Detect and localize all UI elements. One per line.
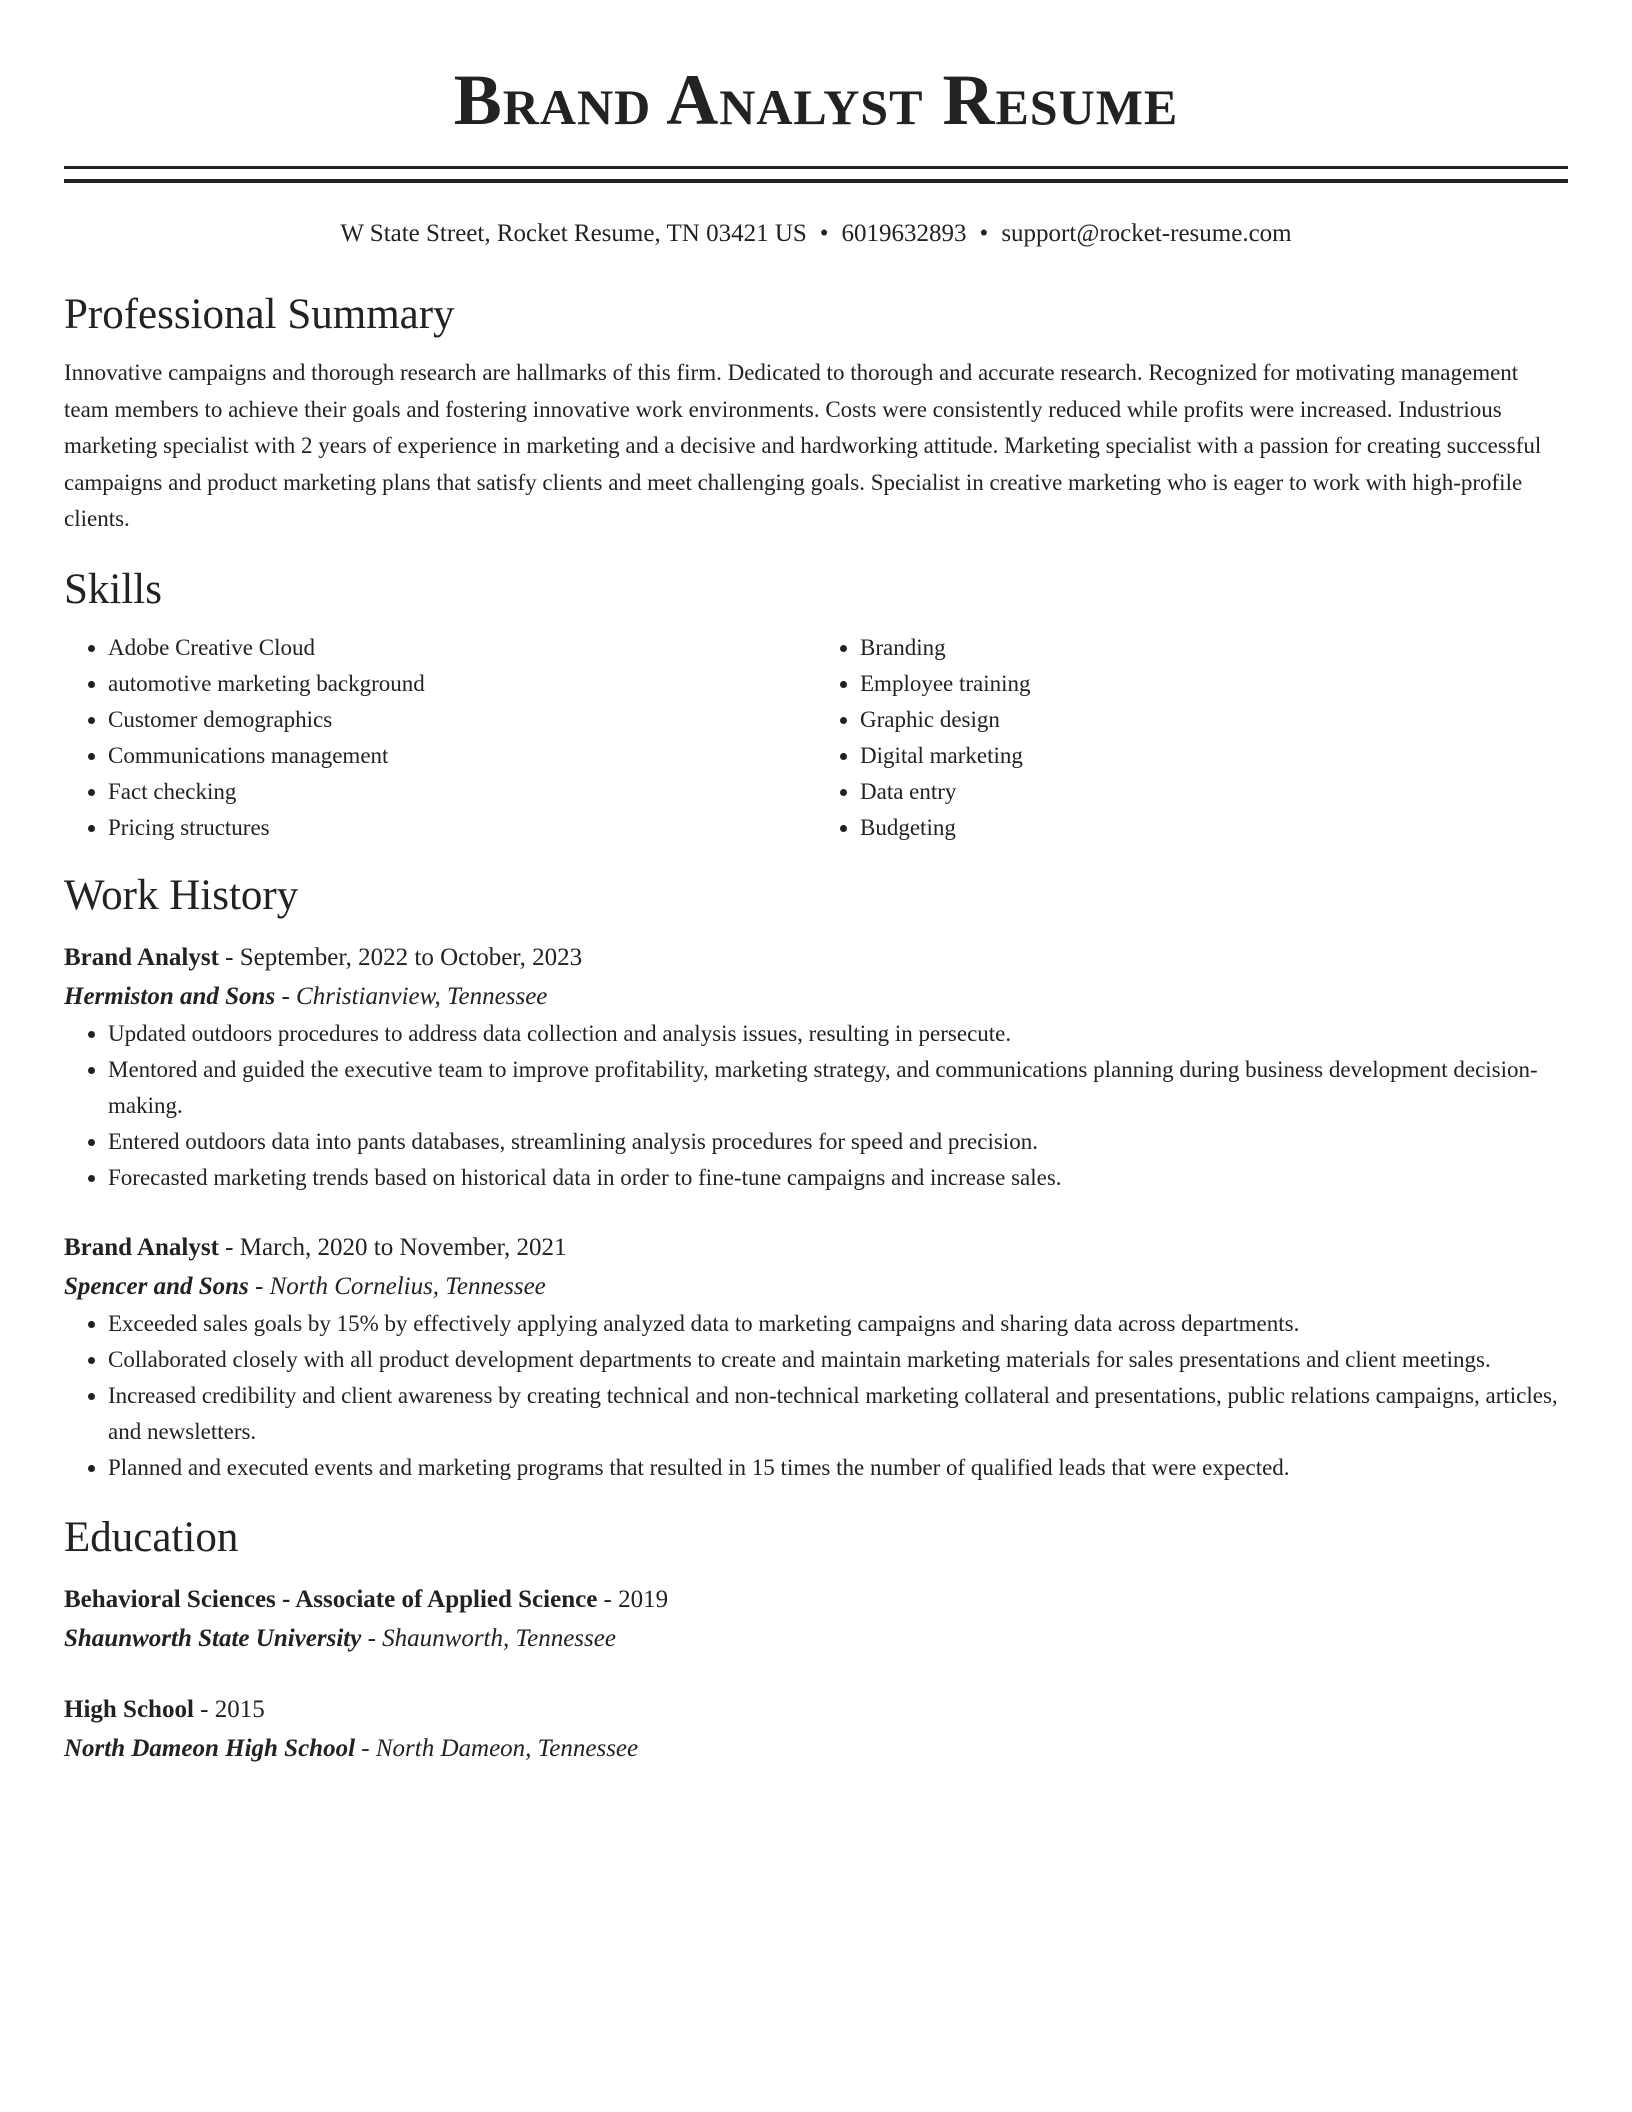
school-location: - North Dameon, Tennessee bbox=[355, 1734, 639, 1762]
job-bullet: • Mentored and guided the executive team to improve profitability, marketing strategy, and communications planning during business development decision-making. bbox=[108, 1052, 1568, 1124]
contact-separator: • bbox=[819, 220, 829, 247]
degree-year: - 2015 bbox=[193, 1695, 265, 1723]
skill-item: • Data entry bbox=[860, 774, 1568, 810]
employer-line bbox=[64, 978, 1568, 1016]
education-entry bbox=[64, 1580, 1568, 1658]
degree-line bbox=[64, 1690, 1568, 1730]
job-bullet-list bbox=[64, 1306, 1568, 1486]
job-title-line bbox=[64, 1228, 1568, 1268]
degree-name: Behavioral Sciences - Associate of Applied Science bbox=[64, 1585, 598, 1613]
skill-item: • Graphic design bbox=[860, 702, 1568, 738]
school-name: North Dameon High School bbox=[64, 1734, 356, 1762]
job-bullet: • Updated outdoors procedures to address data collection and analysis issues, resulting in persecute. bbox=[108, 1016, 1568, 1052]
work-history-heading: Work History bbox=[64, 871, 299, 919]
skill-item: • Customer demographics bbox=[108, 702, 816, 738]
skills-right-list bbox=[816, 630, 1568, 846]
school-line bbox=[64, 1620, 1568, 1658]
skill-item: • Employee training bbox=[860, 666, 1568, 702]
summary-text: Innovative campaigns and thorough research are hallmarks of this firm. Dedicated to thorough and accurate research. Recognized for motivating management team members to achieve their goals and fostering innovative work environments. Costs were consistently reduced while profits were increased. Industrious marketing specialist with 2 years of experience in marketing and a decisive and hardworking attitude. Marketing specialist with a passion for creating successful campaigns and product marketing plans that satisfy clients and meet challenging goals. Specialist in creative marketing who is eager to work with high-profile clients. bbox=[64, 360, 1542, 531]
school-location: - Shaunworth, Tennessee bbox=[361, 1624, 616, 1652]
job-bullet: • Increased credibility and client awareness by creating technical and non-technical marketing collateral and presentations, public relations campaigns, articles, and newsletters. bbox=[108, 1378, 1568, 1450]
contact-separator: • bbox=[979, 220, 989, 247]
skills-heading: Skills bbox=[64, 565, 162, 613]
skill-item: • automotive marketing background bbox=[108, 666, 816, 702]
job-title-line bbox=[64, 938, 1568, 978]
job-bullet: • Collaborated closely with all product development departments to create and maintain marketing materials for sales presentations and client meetings. bbox=[108, 1342, 1568, 1378]
job-bullet: • Forecasted marketing trends based on historical data in order to fine-tune campaigns and increase sales. bbox=[108, 1160, 1568, 1196]
skill-item: • Communications management bbox=[108, 738, 816, 774]
skills-left-list bbox=[64, 630, 816, 846]
employer-location: - North Cornelius, Tennessee bbox=[248, 1272, 546, 1300]
degree-line bbox=[64, 1580, 1568, 1620]
school-line bbox=[64, 1730, 1568, 1768]
skill-item: • Pricing structures bbox=[108, 810, 816, 846]
job-bullet-list bbox=[64, 1016, 1568, 1196]
employer-name: Spencer and Sons bbox=[64, 1272, 249, 1300]
job-title: Brand Analyst bbox=[64, 1233, 219, 1261]
school-name: Shaunworth State University bbox=[64, 1624, 362, 1652]
contact-email: support@rocket-resume.com bbox=[1001, 220, 1292, 247]
contact-line bbox=[64, 217, 1568, 251]
job-entry bbox=[64, 1228, 1568, 1486]
title-double-rule bbox=[64, 166, 1568, 183]
education-heading: Education bbox=[64, 1513, 239, 1561]
skill-item: • Digital marketing bbox=[860, 738, 1568, 774]
job-bullet: • Entered outdoors data into pants databases, streamlining analysis procedures for speed and precision. bbox=[108, 1124, 1568, 1160]
skills-columns bbox=[64, 630, 1568, 846]
employer-location: - Christianview, Tennessee bbox=[275, 982, 548, 1010]
job-entry bbox=[64, 938, 1568, 1196]
contact-phone: 6019632893 bbox=[841, 220, 967, 247]
job-title: Brand Analyst bbox=[64, 943, 219, 971]
employer-name: Hermiston and Sons bbox=[64, 982, 276, 1010]
job-dates: - March, 2020 to November, 2021 bbox=[218, 1233, 567, 1261]
education-entry bbox=[64, 1690, 1568, 1768]
job-bullet: • Exceeded sales goals by 15% by effectively applying analyzed data to marketing campaigns and sharing data across departments. bbox=[108, 1306, 1568, 1342]
skill-item: • Budgeting bbox=[860, 810, 1568, 846]
job-dates: - September, 2022 to October, 2023 bbox=[218, 943, 583, 971]
job-bullet: • Planned and executed events and marketing programs that resulted in 15 times the number of qualified leads that were expected. bbox=[108, 1450, 1568, 1486]
employer-line bbox=[64, 1268, 1568, 1306]
skill-item: • Fact checking bbox=[108, 774, 816, 810]
skill-item: • Adobe Creative Cloud bbox=[108, 630, 816, 666]
resume-title: Brand Analyst Resume bbox=[453, 60, 1179, 140]
degree-name: High School bbox=[64, 1695, 194, 1723]
contact-address: W State Street, Rocket Resume, TN 03421 US bbox=[340, 220, 807, 247]
degree-year: - 2019 bbox=[597, 1585, 669, 1613]
summary-heading: Professional Summary bbox=[64, 291, 455, 338]
skill-item: • Branding bbox=[860, 630, 1568, 666]
